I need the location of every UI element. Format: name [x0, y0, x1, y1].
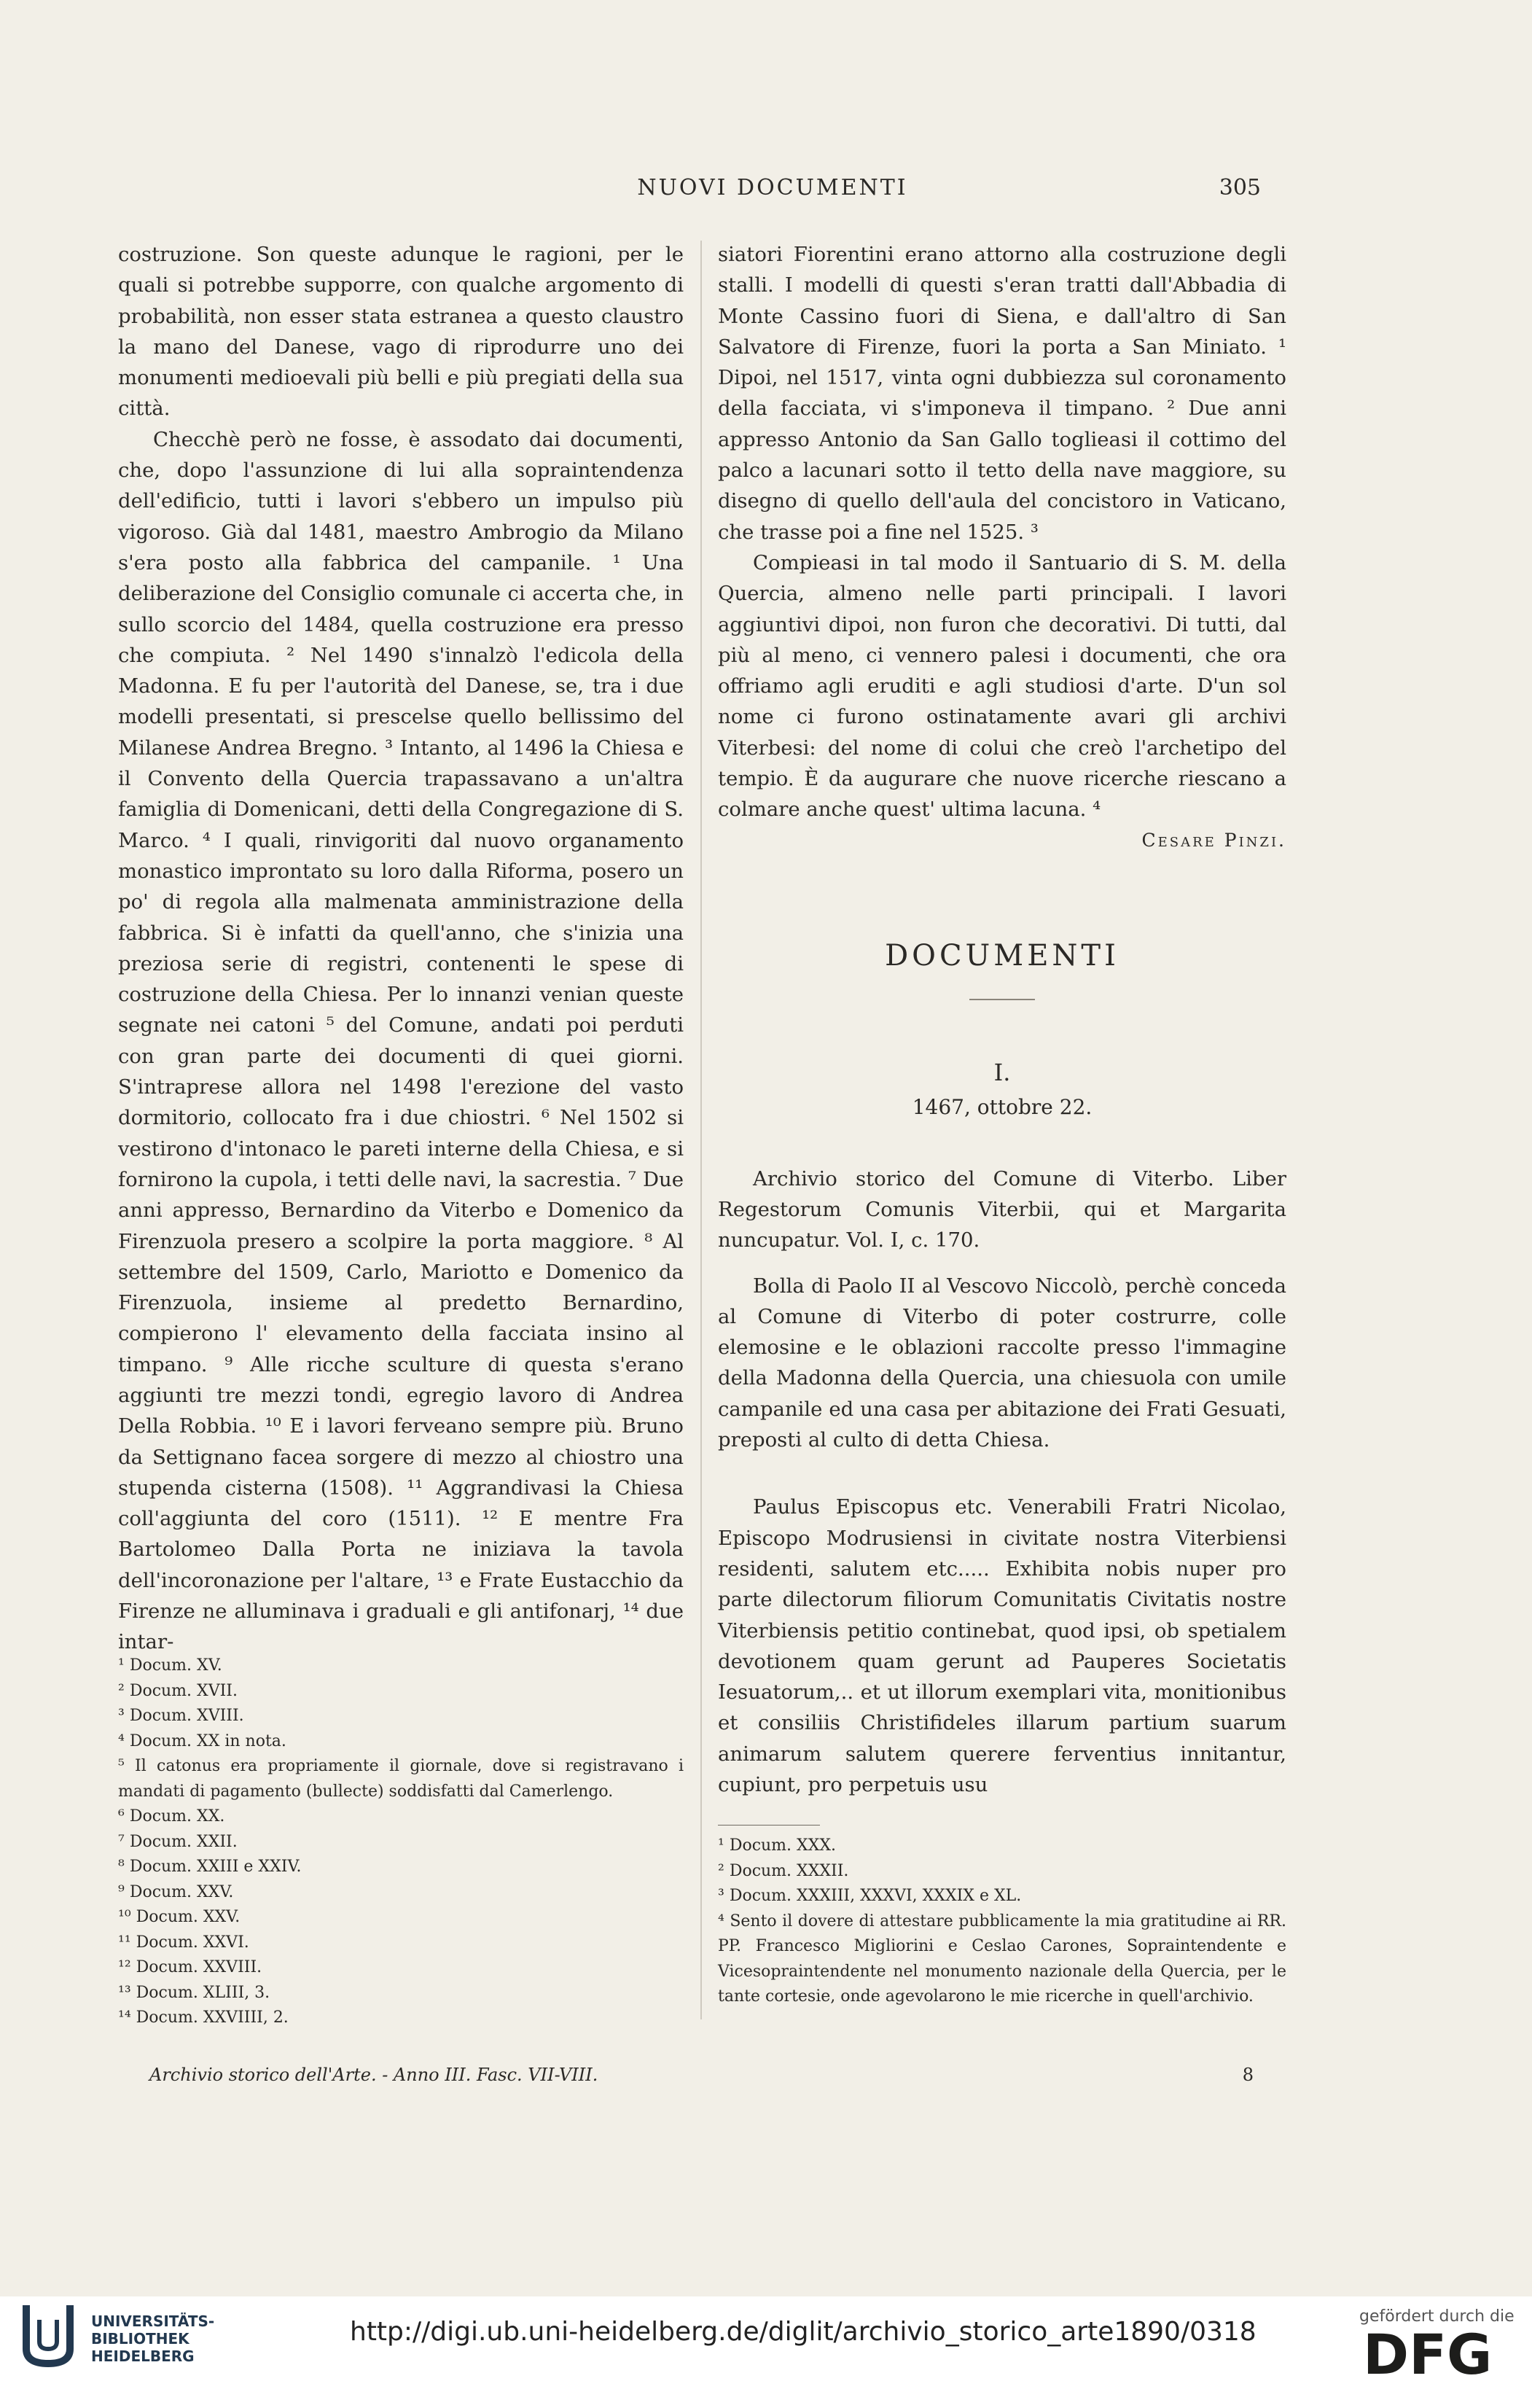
library-line-2: BIBLIOTHEK	[91, 2330, 189, 2347]
document-date: 1467, ottobre 22.	[912, 1094, 1093, 1119]
left-paragraph-2: Checchè però ne fosse, è assodato dai documenti, che, dopo l'assunzione di lui alla sopraintendenza dell'edificio, tutti i lavori s'ebbero un impulso più vigoroso. Già dal 1481, maestro Ambrogio da Milano s'era posto alla fabbrica del campanile. ¹ Una deliberazione del Consiglio comunale ci accerta che, in sullo scorcio del 1484, quella costruzione era presso che compiuta. ² Nel 1490 s'innalzò l'edicola della Madonna. E fu per l'autorità del Danese, se, tra i due modelli presentati, si prescelse quello bellissimo del Milanese Andrea Bregno. ³ Intanto, al 1496 la Chiesa e il Convento della Quercia trapassavano a un'altra famiglia di Domenicani, detti della Congregazione di S. Marco. ⁴ I quali, rinvigoriti dal nuovo organamento monastico improntato su loro dalla Riforma, posero un po' di regola alla malmenata amministrazione della fabbrica. Si è infatti da quell'anno, che s'inizia una preziosa serie di registri, contenenti le spese di costruzione della Chiesa. Per lo innanzi venian queste segnate nei catoni ⁵ del Comune, andati poi perduti con gran parte dei documenti di quei giorni. S'intraprese allora nel 1498 l'erezione del vasto dormitorio, collocato fra i due chiostri. ⁶ Nel 1502 si vestirono d'intonaco le pareti interne della Chiesa, e si fornirono la cupola, i tetti delle navi, la sacrestia. ⁷ Due anni appresso, Bernardino da Viterbo e Domenico da Firenzuola presero a scolpire la porta maggiore. ⁸ Al settembre del 1509, Carlo, Mariotto e Domenico da Firenzuola, insieme al predetto Bernardino, compierono l' elevamento della facciata insino al timpano. ⁹ Alle ricche sculture di questa s'erano aggiunti tre mezzi tondi, egregio lavoro di Andrea Della Robbia. ¹⁰ E i lavori ferveano sempre più. Bruno da Settignano facea sorgere di mezzo al chiostro una stupenda cisterna (1508). ¹¹ Aggrandivasi la Chiesa coll'aggiunta del coro (1511). ¹² E mentre Fra Bartolomeo Dalla Porta ne iniziava la tavola dell'incoronazione per l'altare, ¹³ e Frate Eustacchio da Firenze ne alluminava i graduali e gli antifonarj, ¹⁴ due intar-	[118, 427, 684, 1654]
left-footnote-12: ¹² Docum. XXVIII.	[118, 1958, 262, 1976]
running-head	[0, 175, 1532, 210]
library-line-3: HEIDELBERG	[91, 2347, 195, 2365]
left-footnote-13: ¹³ Docum. XLIII, 3.	[118, 1983, 270, 2002]
right-footnote-1: ¹ Docum. XXX.	[718, 1836, 837, 1855]
right-footnote-3: ³ Docum. XXXIII, XXXVI, XXXIX e XL.	[718, 1887, 1022, 1905]
left-footnotes	[118, 1653, 684, 2031]
column-divider	[700, 241, 702, 2019]
heading-rule	[969, 999, 1035, 1000]
library-name	[91, 2312, 214, 2365]
left-footnote-3: ³ Docum. XVIII.	[118, 1707, 244, 1725]
left-footnote-11: ¹¹ Docum. XXVI.	[118, 1933, 249, 1952]
right-footnote-4: ⁴ Sento il dovere di attestare pubblicamente la mia gratitudine ai RR. PP. Francesco Migliorini e Ceslao Carones, Sopraintendente e Vicesopraintendente nel monumento nazionale della Quercia, per le tante cortesie, onde agevolarono le mie ricerche in quell'archivio.	[718, 1912, 1286, 2006]
left-footnote-1: ¹ Docum. XV.	[118, 1656, 222, 1675]
dfg-logo-icon	[1363, 2327, 1505, 2380]
left-footnote-7: ⁷ Docum. XXII.	[118, 1832, 238, 1851]
right-paragraph-1: siatori Fiorentini erano attorno alla costruzione degli stalli. I modelli di questi s'eran tratti dall'Abbadia di Monte Cassino fuori di Siena, e dall'altro di San Salvatore di Firenze, fuori la porta a San Miniato. ¹ Dipoi, nel 1517, vinta ogni dubbiezza sul coronamento della facciata, vi s'imponeva il timpano. ² Due anni appresso Antonio da San Gallo toglieasi il cottimo del palco a lacunari sotto il tetto della nave maggiore, su disegno di quello dell'aula del concistoro in Vaticano, che trasse poi a fine nel 1525. ³	[718, 243, 1286, 544]
archive-reference: Archivio storico del Comune di Viterbo. Liber Regestorum Comunis Viterbii, qui et Margarita nuncupatur. Vol. I, c. 170.	[718, 1166, 1286, 1252]
right-footnote-list	[718, 1834, 1286, 2010]
latin-text: Paulus Episcopus etc. Venerabili Fratri Nicolao, Episcopo Modrusiensi in civitate nostra Viterbiensi residenti, salutem etc..... Exhibita nobis nuper pro parte dilectorum filiorum Comunitatis Civitatis nostre Viterbiensis petitio continebat, quod ipsi, ob spetialem devotionem quam gerunt ad Pauperes Societatis Iesuatorum,.. et ut illorum exemplari vita, monitionibus et consiliis Christifideles illarum partium suarum animarum salutem querere ferventius innitantur, cupiunt, pro perpetuis usu	[718, 1495, 1286, 1796]
left-footnote-list	[118, 1653, 684, 2031]
right-footnotes	[718, 1834, 1286, 2010]
digitization-bar	[0, 2296, 1532, 2408]
journal-footer-text: Archivio storico dell'Arte. - Anno III. Fasc. VII-VIII.	[149, 2065, 598, 2085]
documents-heading: DOCUMENTI	[885, 938, 1119, 973]
left-footnote-4: ⁴ Docum. XX in nota.	[118, 1731, 286, 1750]
left-column	[118, 239, 684, 1658]
document-summary: Bolla di Paolo II al Vescovo Niccolò, perchè conceda al Comune di Viterbo di poter costrurre, colle elemosine e le oblazioni raccolte presso l'immagine della Madonna della Quercia, una chiesuola con umile campanile ed una casa per abitazione dei Frati Gesuati, preposti al culto di detta Chiesa.	[718, 1274, 1286, 1452]
signature-mark: 8	[1242, 2065, 1254, 2085]
funded-by-label: gefördert durch die	[1359, 2307, 1515, 2326]
source-url-link[interactable]: http://digi.ub.uni-heidelberg.de/diglit/archivio_storico_arte1890/0318	[350, 2317, 1257, 2347]
left-footnote-6: ⁶ Docum. XX.	[118, 1807, 225, 1826]
dfg-logo-text: DFG	[1363, 2327, 1493, 2380]
left-footnote-8: ⁸ Docum. XXIII e XXIV.	[118, 1858, 302, 1876]
left-paragraph-1: costruzione. Son queste adunque le ragioni, per le quali si potrebbe supporre, con qualche argomento di probabilità, non esser stata estranea a questo claustro la mano del Danese, vago di riprodurre uno dei monumenti medioevali più belli e più pregiati della sua città.	[118, 243, 684, 421]
ub-heidelberg-logo-icon	[12, 2298, 85, 2371]
right-footnote-rule	[718, 1825, 820, 1826]
left-footnote-14: ¹⁴ Docum. XXVIIII, 2.	[118, 2008, 289, 2027]
right-footnote-2: ² Docum. XXXII.	[718, 1861, 849, 1880]
running-title: NUOVI DOCUMENTI	[637, 175, 908, 200]
right-column	[718, 239, 1286, 1800]
left-footnote-5: ⁵ Il catonus era propriamente il giornale, dove si registravano i mandati di pagamento (bullecte) soddisfatti dal Camerlengo.	[118, 1757, 684, 1801]
page-number: 305	[1219, 175, 1261, 200]
library-line-1: UNIVERSITÄTS-	[91, 2312, 215, 2330]
author-signature: Cesare Pinzi.	[1141, 829, 1286, 851]
document-number: I.	[993, 1058, 1011, 1086]
left-footnote-9: ⁹ Docum. XXV.	[118, 1882, 234, 1901]
right-paragraph-2: Compieasi in tal modo il Santuario di S. M. della Quercia, almeno nelle parti principali. I lavori aggiuntivi dipoi, non furon che decorativi. Di tutti, dal più al meno, ci vennero palesi i documenti, che ora offriamo agli eruditi e agli studiosi d'arte. D'un sol nome ci furono ostinatamente avari gli archivi Viterbesi: del nome di colui che creò l'archetipo del tempio. È da augurare che nuove ricerche riescano a colmare anche quest' ultima lacuna. ⁴	[718, 550, 1286, 822]
left-footnote-2: ² Docum. XVII.	[118, 1681, 238, 1700]
left-footnote-10: ¹⁰ Docum. XXV.	[118, 1908, 241, 1926]
journal-footer	[149, 2065, 598, 2085]
